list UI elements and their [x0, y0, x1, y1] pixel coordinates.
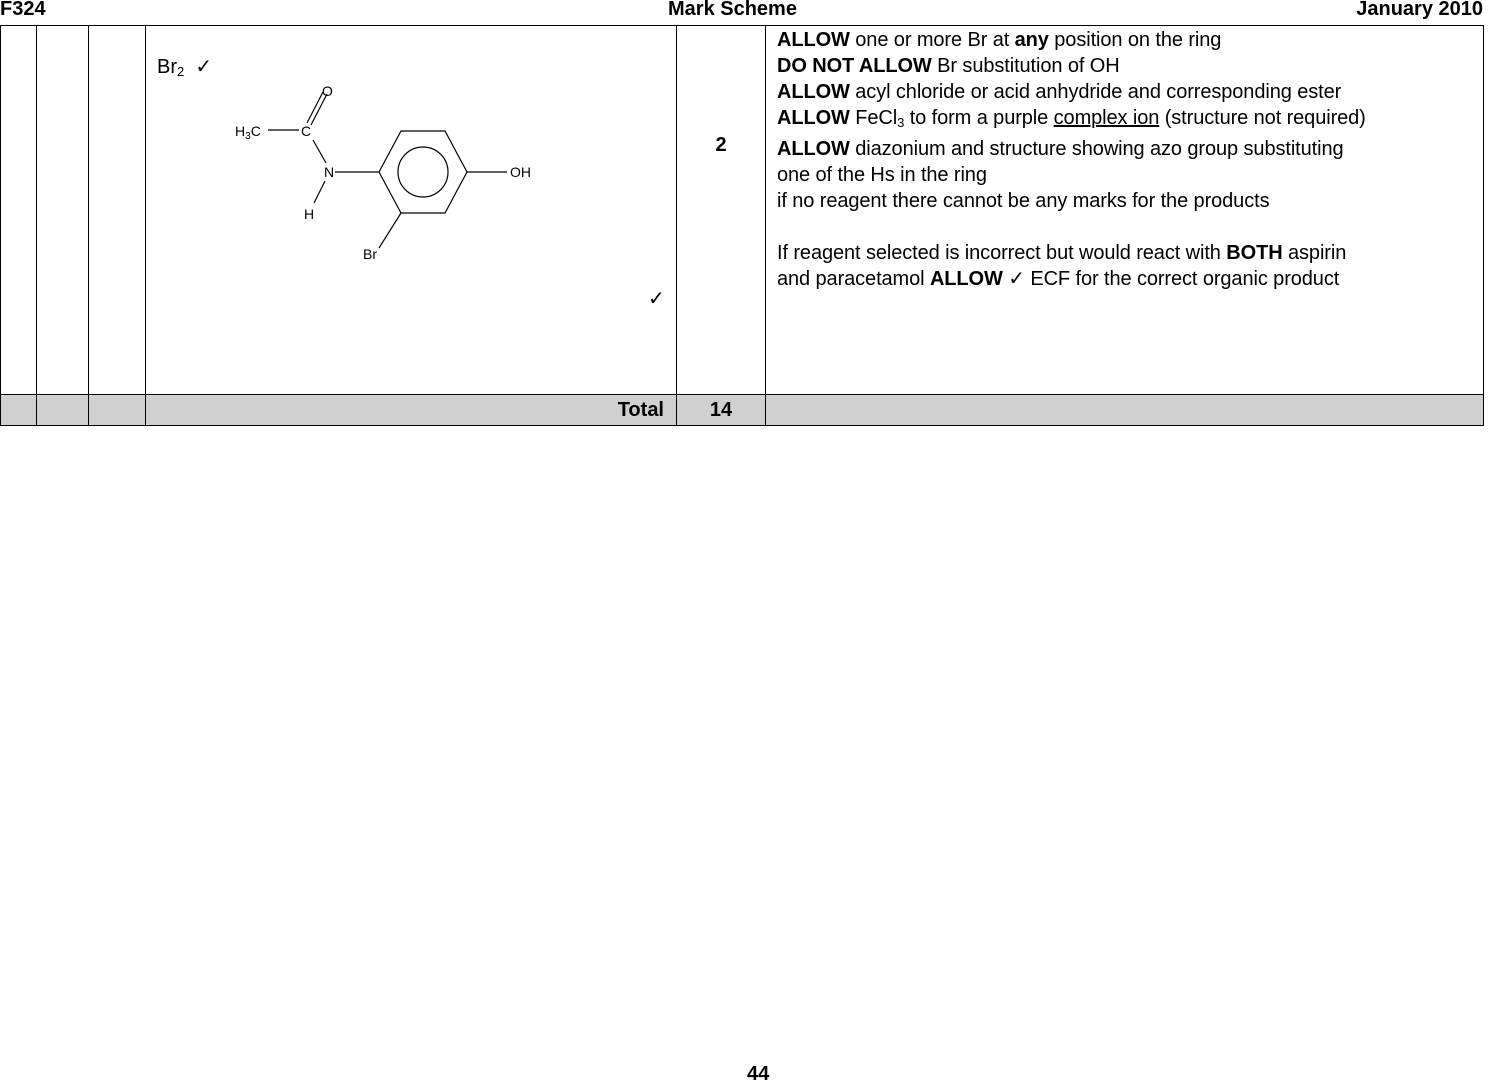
oxygen-label: O [322, 83, 333, 99]
guidance-line-4: ALLOW FeCl$_3$ to form a purple complex ion (structure not required) [777, 107, 1366, 130]
n-h-bond [314, 181, 325, 203]
subpart-cell [37, 26, 89, 395]
total-empty-cell-3 [89, 395, 146, 426]
reagent-subscript: 2 [177, 64, 185, 79]
guidance-line-2: DO NOT ALLOW Br substitution of OH [777, 55, 1120, 77]
expected-answer-cell [146, 26, 677, 395]
subsubpart-cell [89, 26, 146, 395]
total-row [1, 395, 1484, 426]
hydroxyl-label: OH [510, 164, 531, 180]
bromine-label: Br [363, 246, 377, 262]
guidance-line-8: If reagent selected is incorrect but would react with BOTH aspirin [777, 242, 1347, 264]
ring-br-bond [379, 213, 401, 248]
guidance-line-9: and paracetamol ALLOW ✓ ECF for the correct organic product [777, 268, 1340, 290]
amide-hydrogen-label: H [304, 206, 315, 222]
total-value: 14 [677, 395, 766, 426]
question-number-cell [1, 26, 37, 395]
guidance-line-1: ALLOW one or more Br at any position on the ring [777, 29, 1222, 51]
marks-value: 2 [715, 134, 727, 156]
bromo-paracetamol-structure [146, 26, 677, 393]
header-date: January 2010 [1356, 0, 1483, 20]
guidance-cell [766, 26, 1484, 395]
mark-scheme-table [0, 25, 1484, 426]
reagent-tick: ✓ [195, 56, 213, 78]
guidance-line-5: ALLOW diazonium and structure showing azo group substituting [777, 138, 1344, 160]
total-empty-cell-1 [1, 395, 37, 426]
header-title: Mark Scheme [668, 0, 797, 20]
answer-row [1, 26, 1484, 395]
guidance-line-6: one of the Hs in the ring [777, 164, 987, 186]
c-n-bond [313, 140, 326, 163]
benzene-ring [379, 131, 467, 213]
product-tick: ✓ [648, 288, 665, 310]
reagent-formula: Br [157, 56, 177, 78]
guidance-line-3: ALLOW acyl chloride or acid anhydride and corresponding ester [777, 81, 1342, 103]
header-paper-code: F324 [0, 0, 46, 20]
total-empty-cell-4 [766, 395, 1484, 426]
page-number: 44 [747, 1063, 770, 1085]
guidance-spacer [777, 214, 1483, 240]
nitrogen-label: N [324, 164, 335, 180]
guidance-line-7: if no reagent there cannot be any marks for the products [777, 190, 1270, 212]
marks-cell [677, 26, 766, 395]
aromatic-circle [398, 147, 448, 197]
methyl-label: $H_3C$ [235, 123, 261, 142]
total-label: Total [146, 395, 677, 426]
total-empty-cell-2 [37, 395, 89, 426]
carbonyl-carbon-label: C [301, 123, 312, 139]
